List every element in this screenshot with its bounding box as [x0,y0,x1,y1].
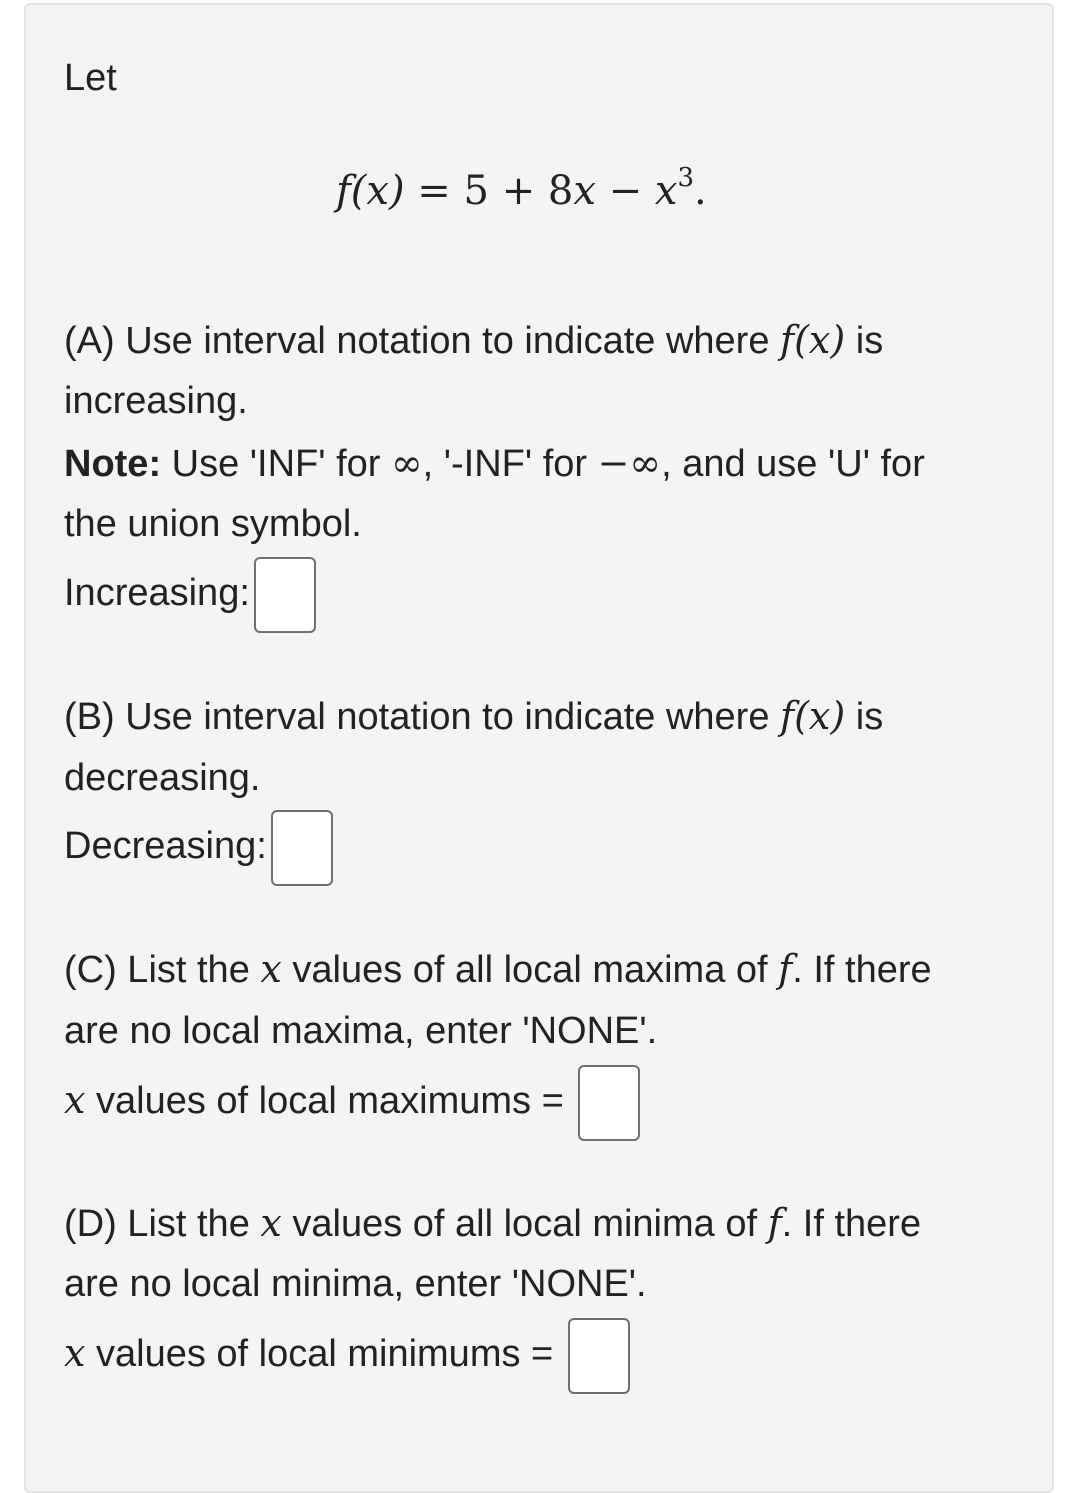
question-card [24,3,1054,1493]
neg-infinity-symbol: −∞ [597,441,662,485]
formula-equals: = [417,168,451,214]
part-b-question-line2: decreasing. [64,757,261,799]
part-b-text: (B) Use interval notation to indicate where [64,696,781,738]
local-min-label: values of local minimums = [85,1333,564,1375]
part-b-text-after: is [845,696,884,738]
part-c-text-2: values of all local maxima of [281,949,779,991]
decreasing-label: Decreasing: [64,825,267,867]
note-text-1: Use 'INF' for [161,443,391,485]
part-a-note-line1 [64,440,925,487]
note-text-3: , and use 'U' for [661,443,925,485]
increasing-input[interactable] [254,557,316,633]
note-text-2: , '-INF' for [422,443,598,485]
increasing-answer-row [64,555,316,633]
part-d-text-3: . If there [781,1203,922,1245]
formula-exponent: 3 [677,163,694,193]
local-min-var: x [64,1331,86,1375]
formula-rhs-b: − [595,168,655,214]
part-a-text-after: is [845,320,884,362]
formula-rhs-c: x [654,168,678,214]
intro-text: Let [64,57,117,99]
formula-rhs-a: 5 + 8 [463,168,574,214]
formula-lhs: f(x) [336,168,405,214]
local-min-input[interactable] [568,1318,630,1394]
part-c-func: f [778,947,793,991]
part-d-text-1: (D) List the [64,1203,261,1245]
part-c-text-1: (C) List the [64,949,261,991]
part-d-var: x [260,1201,282,1245]
local-min-answer-row [64,1315,630,1394]
part-a-func: f(x) [780,318,846,362]
part-c-text-3: . If there [792,949,932,991]
note-label: Note: [64,443,162,485]
formula-rhs-x: x [573,168,596,214]
infinity-symbol: ∞ [390,441,423,485]
increasing-label: Increasing: [64,572,250,614]
part-c-question-line1 [64,946,932,993]
part-c-question-line2: are no local maxima, enter 'NONE'. [64,1010,658,1052]
part-d-func: f [767,1201,782,1245]
local-max-input[interactable] [578,1065,640,1141]
function-formula [336,153,707,216]
local-max-label: values of local maximums = [85,1080,575,1122]
decreasing-input[interactable] [271,810,333,886]
part-b-question-line1 [64,693,883,740]
decreasing-answer-row [64,808,333,886]
part-a-note-line2: the union symbol. [64,503,362,545]
local-max-answer-row [64,1062,640,1141]
formula-period: . [694,168,707,214]
local-max-var: x [64,1078,86,1122]
part-d-text-2: values of all local minima of [281,1203,768,1245]
part-b-func: f(x) [780,694,846,738]
part-d-question-line1 [64,1200,921,1247]
part-d-question-line2: are no local minima, enter 'NONE'. [64,1263,647,1305]
part-a-text: (A) Use interval notation to indicate where [64,320,781,362]
part-a-question-line2: increasing. [64,380,248,422]
part-a-question-line1 [64,317,883,364]
part-c-var: x [260,947,282,991]
